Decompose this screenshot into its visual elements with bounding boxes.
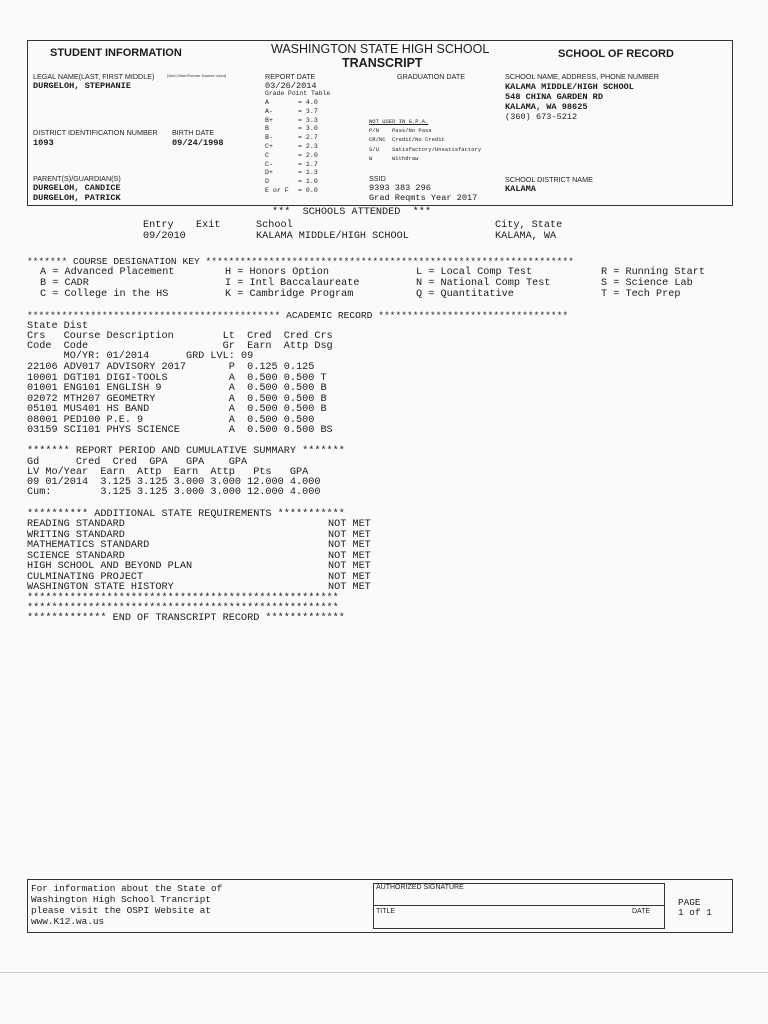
grade-letter: B+ <box>265 116 273 124</box>
title-label: TITLE <box>376 908 396 915</box>
authorized-signature-label: AUTHORIZED SIGNATURE <box>376 884 464 891</box>
birth-date-label: BIRTH DATE <box>172 128 215 137</box>
grade-letter: B <box>265 125 269 133</box>
not-used-desc: Satisfactory/Unsatisfactory <box>392 145 482 153</box>
legal-name-label: LEGAL NAME(LAST, FIRST MIDDLE) <box>33 72 155 81</box>
entry-date: 09/2010 <box>143 231 186 242</box>
summary-head-1: Gd Cred Cred GPA GPA GPA <box>27 457 248 468</box>
state-req-name: CULMINATING PROJECT <box>27 571 144 583</box>
district-name: KALAMA <box>505 184 536 194</box>
state-req-name: MATHEMATICS STANDARD <box>27 540 150 551</box>
state-req-status: NOT MET <box>328 571 371 583</box>
course-row: 03159 SCI101 PHYS SCIENCE A 0.500 0.500 BS <box>27 425 333 436</box>
course-key-item: B = CADR <box>40 278 89 289</box>
grade-letter: C+ <box>265 143 273 150</box>
grade-value: = 2.7 <box>298 134 318 142</box>
summary-row-cum: Cum: 3.125 3.125 3.000 3.000 12.000 4.000 <box>27 487 321 498</box>
not-used-code: S/U <box>369 145 379 153</box>
grade-point-table-label: Grade Point Table <box>265 90 331 97</box>
state-req-status: NOT MET <box>328 519 371 530</box>
course-key-item: S = Science Lab <box>601 278 693 289</box>
district-id-label: DISTRICT IDENTIFICATION NUMBER <box>33 128 158 137</box>
footer-info-2: Washington High School Trancript <box>31 894 212 905</box>
other-names-label: (And Other/Former Names Used) <box>167 73 227 78</box>
student-info-heading: STUDENT INFORMATION <box>50 47 182 59</box>
state-req-status: NOT MET <box>328 550 371 562</box>
academic-head-3: Code Code Gr Earn Attp Dsg <box>27 341 333 352</box>
academic-head-1: State Dist <box>27 321 89 332</box>
col-school: School <box>256 220 293 231</box>
course-key-item: H = Honors Option <box>225 267 329 278</box>
state-req-name: READING STANDARD <box>27 519 125 530</box>
course-key-item: I = Intl Baccalaureate <box>225 278 360 289</box>
not-used-desc: Pass/No Pass <box>392 127 432 134</box>
grade-value: = 1.3 <box>298 169 318 177</box>
grade-value: = 1.0 <box>298 178 318 186</box>
academic-head-2: Crs Course Description Lt Cred Cred Crs <box>27 331 333 342</box>
academic-term: MO/YR: 01/2014 GRD LVL: 09 <box>27 351 254 362</box>
grade-value: = 4.0 <box>298 99 318 106</box>
course-key-item: N = National Comp Test <box>416 278 551 289</box>
stars-line-2: *************************************************** <box>27 603 339 614</box>
state-req-status: NOT MET <box>328 582 371 593</box>
state-req-name: HIGH SCHOOL AND BEYOND PLAN <box>27 561 193 572</box>
grade-value: = 3.3 <box>298 116 318 124</box>
attended-school-city: KALAMA, WA <box>495 231 557 242</box>
footer-info-3: please visit the OSPI Website at <box>31 905 212 916</box>
ssid: 9393 383 296 <box>369 183 431 193</box>
not-used-code: P/N <box>369 127 379 134</box>
course-key-item: K = Cambridge Program <box>225 289 354 300</box>
not-used-code: W <box>369 155 373 163</box>
stars-line-1: *************************************************** <box>27 593 339 604</box>
course-key-item: R = Running Start <box>601 267 705 278</box>
page-label: PAGE <box>678 897 701 908</box>
district-id: 1093 <box>33 138 54 148</box>
report-date-label: REPORT DATE <box>265 72 316 81</box>
grade-letter: A <box>265 99 269 106</box>
birth-date: 09/24/1998 <box>172 138 224 148</box>
ssid-label: SSID <box>369 174 386 183</box>
state-req-name: WRITING STANDARD <box>27 529 125 541</box>
grade-letter: B- <box>265 134 273 142</box>
state-req-name: WASHINGTON STATE HISTORY <box>27 582 174 593</box>
end-of-transcript: ************* END OF TRANSCRIPT RECORD ************* <box>27 613 345 624</box>
not-used-desc: Withdraw <box>392 155 419 163</box>
col-city-state: City, State <box>495 220 563 231</box>
summary-title: ******* REPORT PERIOD AND CUMULATIVE SUMMARY ******* <box>27 446 345 457</box>
parent-2: DURGELOH, PATRICK <box>33 193 121 203</box>
grade-letter: C <box>265 151 269 159</box>
course-key-item: C = College in the HS <box>40 289 169 300</box>
grad-requirements-year: Grad Reqmts Year 2017 <box>369 193 478 203</box>
state-req-status: NOT MET <box>328 540 371 551</box>
transcript-title: TRANSCRIPT <box>342 56 423 70</box>
grade-letter: D <box>265 178 269 186</box>
state-req-status: NOT MET <box>328 561 371 572</box>
page-of: 1 of 1 <box>678 907 712 918</box>
col-exit: Exit <box>196 220 221 231</box>
school-phone: (360) 673-5212 <box>505 112 578 122</box>
graduation-date-label: GRADUATION DATE <box>397 72 466 81</box>
grade-letter: A- <box>265 107 273 115</box>
not-used-code: CR/NC <box>369 136 386 144</box>
grade-letter: C- <box>265 160 273 168</box>
grade-value: = 3.0 <box>298 125 318 133</box>
course-key-item: T = Tech Prep <box>601 289 681 300</box>
grade-value: = 1.7 <box>298 160 318 168</box>
col-entry: Entry <box>143 220 174 231</box>
academic-record-title: ******************************************** ACADEMIC RECORD ********************************* <box>27 310 569 321</box>
state-req-name: SCIENCE STANDARD <box>27 550 125 562</box>
course-row: 01001 ENG101 ENGLISH 9 A 0.500 0.500 B <box>27 383 327 394</box>
not-used-desc: Credit/No Credit <box>392 136 445 144</box>
course-row: 10001 DGT101 DIGI-TOOLS A 0.500 0.500 T <box>27 372 327 384</box>
grade-value: = 2.3 <box>298 143 318 150</box>
state-req-status: NOT MET <box>328 529 371 541</box>
grade-value: = 3.7 <box>298 107 318 115</box>
school-address-label: SCHOOL NAME, ADDRESS, PHONE NUMBER <box>505 72 659 81</box>
school-city: KALAMA, WA 98625 <box>505 102 588 112</box>
school-of-record-heading: SCHOOL OF RECORD <box>558 48 674 60</box>
summary-row-term: 09 01/2014 3.125 3.125 3.000 3.000 12.000 4.000 <box>27 477 321 488</box>
course-row: 08001 PED100 P.E. 9 A 0.500 0.500 <box>27 414 315 426</box>
footer-info-1: For information about the State of <box>31 883 223 894</box>
legal-name: DURGELOH, STEPHANIE <box>33 81 131 91</box>
grade-value: = 2.0 <box>298 151 318 159</box>
school-title: WASHINGTON STATE HIGH SCHOOL <box>271 42 490 56</box>
attended-school-name: KALAMA MIDDLE/HIGH SCHOOL <box>256 231 409 242</box>
district-name-label: SCHOOL DISTRICT NAME <box>505 175 593 184</box>
course-key-title: ******* COURSE DESIGNATION KEY **************************************************************** <box>27 256 574 267</box>
course-key-item: Q = Quantitative <box>416 289 514 300</box>
date-label: DATE <box>632 908 651 915</box>
schools-attended-title: *** SCHOOLS ATTENDED *** <box>272 207 431 218</box>
summary-head-2: LV Mo/Year Earn Attp Earn Attp Pts GPA <box>27 467 309 478</box>
state-reqs-title: ********** ADDITIONAL STATE REQUIREMENTS *********** <box>27 509 345 520</box>
report-date: 03/26/2014 <box>265 81 317 91</box>
course-row: 02072 MTH207 GEOMETRY A 0.500 0.500 B <box>27 393 327 405</box>
parent-1: DURGELOH, CANDICE <box>33 183 121 193</box>
school-street: 548 CHINA GARDEN RD <box>505 92 603 102</box>
grade-letter: D+ <box>265 169 273 177</box>
course-key-item: L = Local Comp Test <box>416 267 533 278</box>
grade-letter: E or F <box>265 187 289 194</box>
course-row: 05101 MUS401 HS BAND A 0.500 0.500 B <box>27 404 327 415</box>
grade-value: = 0.0 <box>298 187 318 194</box>
signature-line <box>373 905 664 906</box>
not-used-gpa-heading: NOT USED IN G.P.A. <box>369 118 429 125</box>
course-row: 22106 ADV017 ADVISORY 2017 P 0.125 0.125 <box>27 362 315 373</box>
footer-info-4: www.K12.wa.us <box>31 916 105 927</box>
page-edge-line <box>0 972 768 973</box>
parents-label: PARENT(S)/GUARDIAN(S) <box>33 174 121 183</box>
school-name: KALAMA MIDDLE/HIGH SCHOOL <box>505 82 634 92</box>
course-key-item: A = Advanced Placement <box>40 267 175 278</box>
